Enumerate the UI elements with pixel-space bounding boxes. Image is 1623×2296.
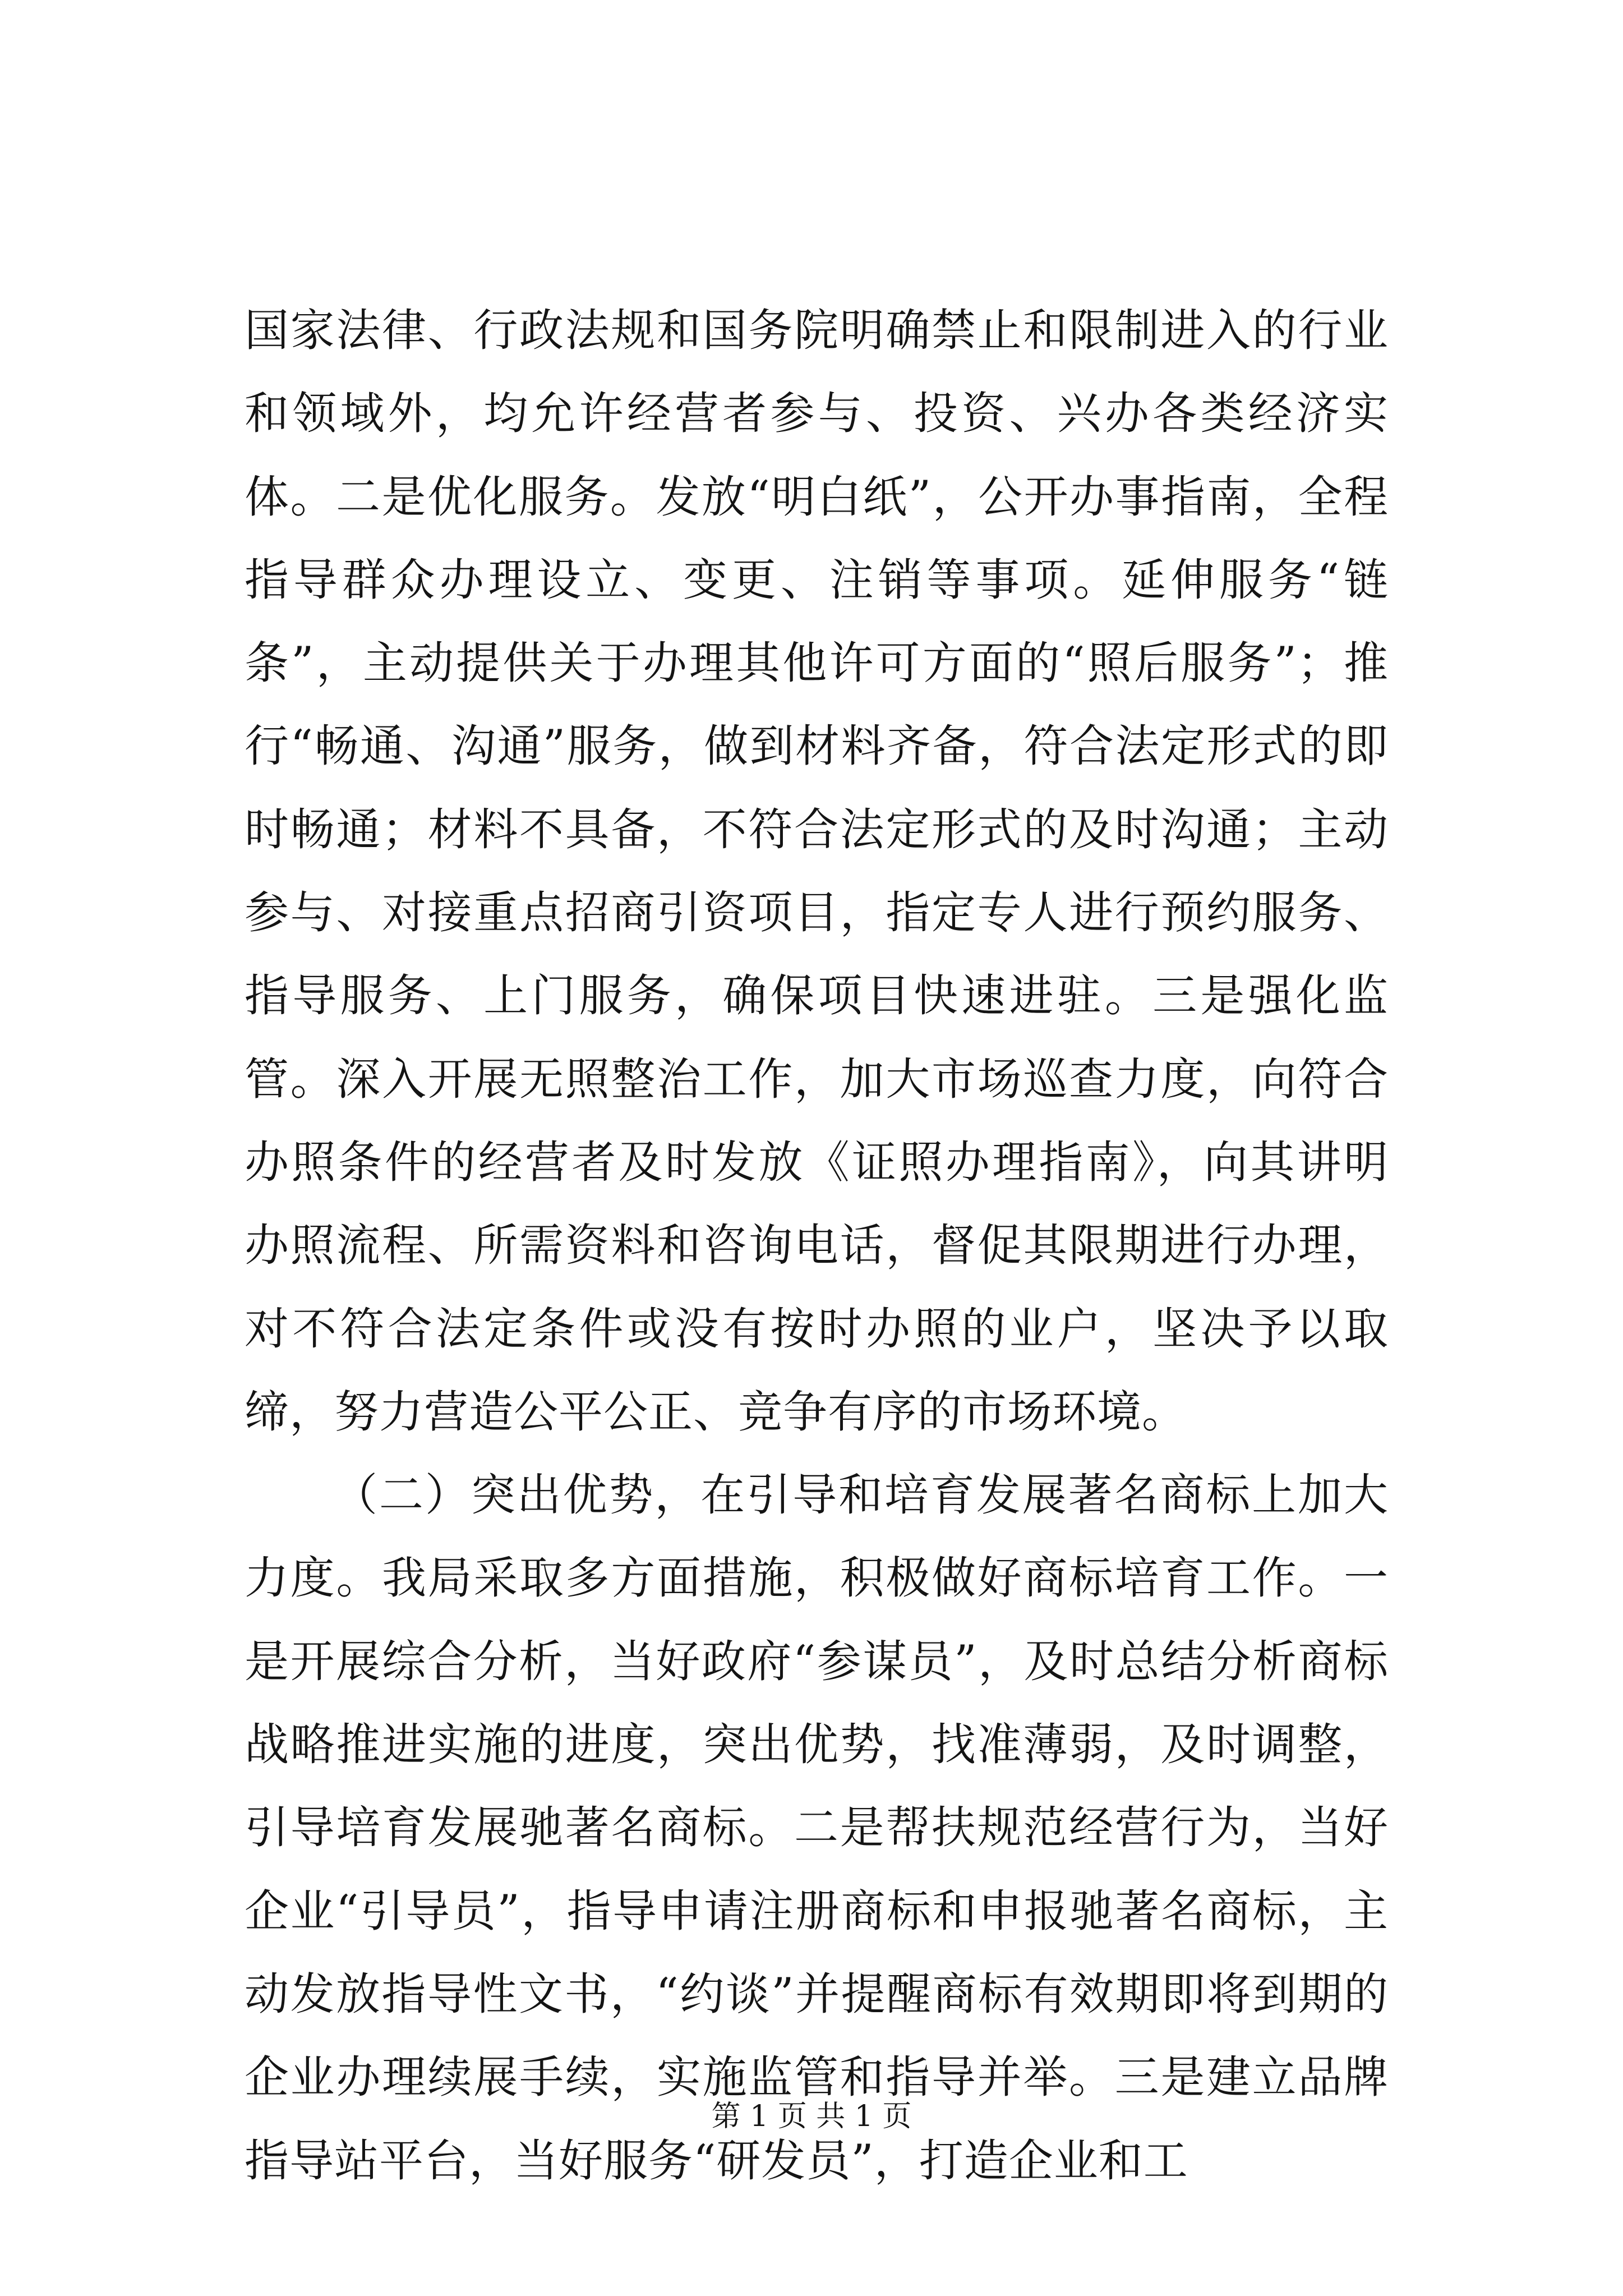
page-footer: 第 1 页 共 1 页	[711, 2100, 912, 2133]
paragraph-2: （二）突出优势，在引导和培育发展著名商标上加大力度。我局采取多方面措施，积极做好商标培育工作。一是开展综合分析，当好政府“参谋员”，及时总结分析商标战略推进实施的进度，突出优势，找准薄弱，及时调整，引导培育发展驰著名商标。二是帮扶规范经营行为，当好企业“引导员”，指导申请注册商标和申报驰著名商标，主动发放指导性文书，“约谈”并提醒商标有效期即将到期的企业办理续展手续，实施监管和指导并举。三是建立品牌指导站平台，当好服务“研发员”，打造企业和工	[245, 1469, 1389, 2187]
body-text	[245, 289, 1389, 2202]
paragraph-1: 国家法律、行政法规和国务院明确禁止和限制进入的行业和领域外，均允许经营者参与、投资、兴办各类经济实体。二是优化服务。发放“明白纸”，公开办事指南，全程指导群众办理设立、变更、注销等事项。延伸服务“链条”，主动提供关于办理其他许可方面的“照后服务”；推行“畅通、沟通”服务，做到材料齐备，符合法定形式的即时畅通；材料不具备，不符合法定形式的及时沟通；主动参与、对接重点招商引资项目，指定专人进行预约服务、指导服务、上门服务，确保项目快速进驻。三是强化监管。深入开展无照整治工作，加大市场巡查力度，向符合办照条件的经营者及时发放《证照办理指南》，向其讲明办照流程、所需资料和咨询电话，督促其限期进行办理，对不符合法定条件或没有按时办照的业户，坚决予以取缔，努力营造公平公正、竞争有序的市场环境。	[245, 305, 1389, 1438]
